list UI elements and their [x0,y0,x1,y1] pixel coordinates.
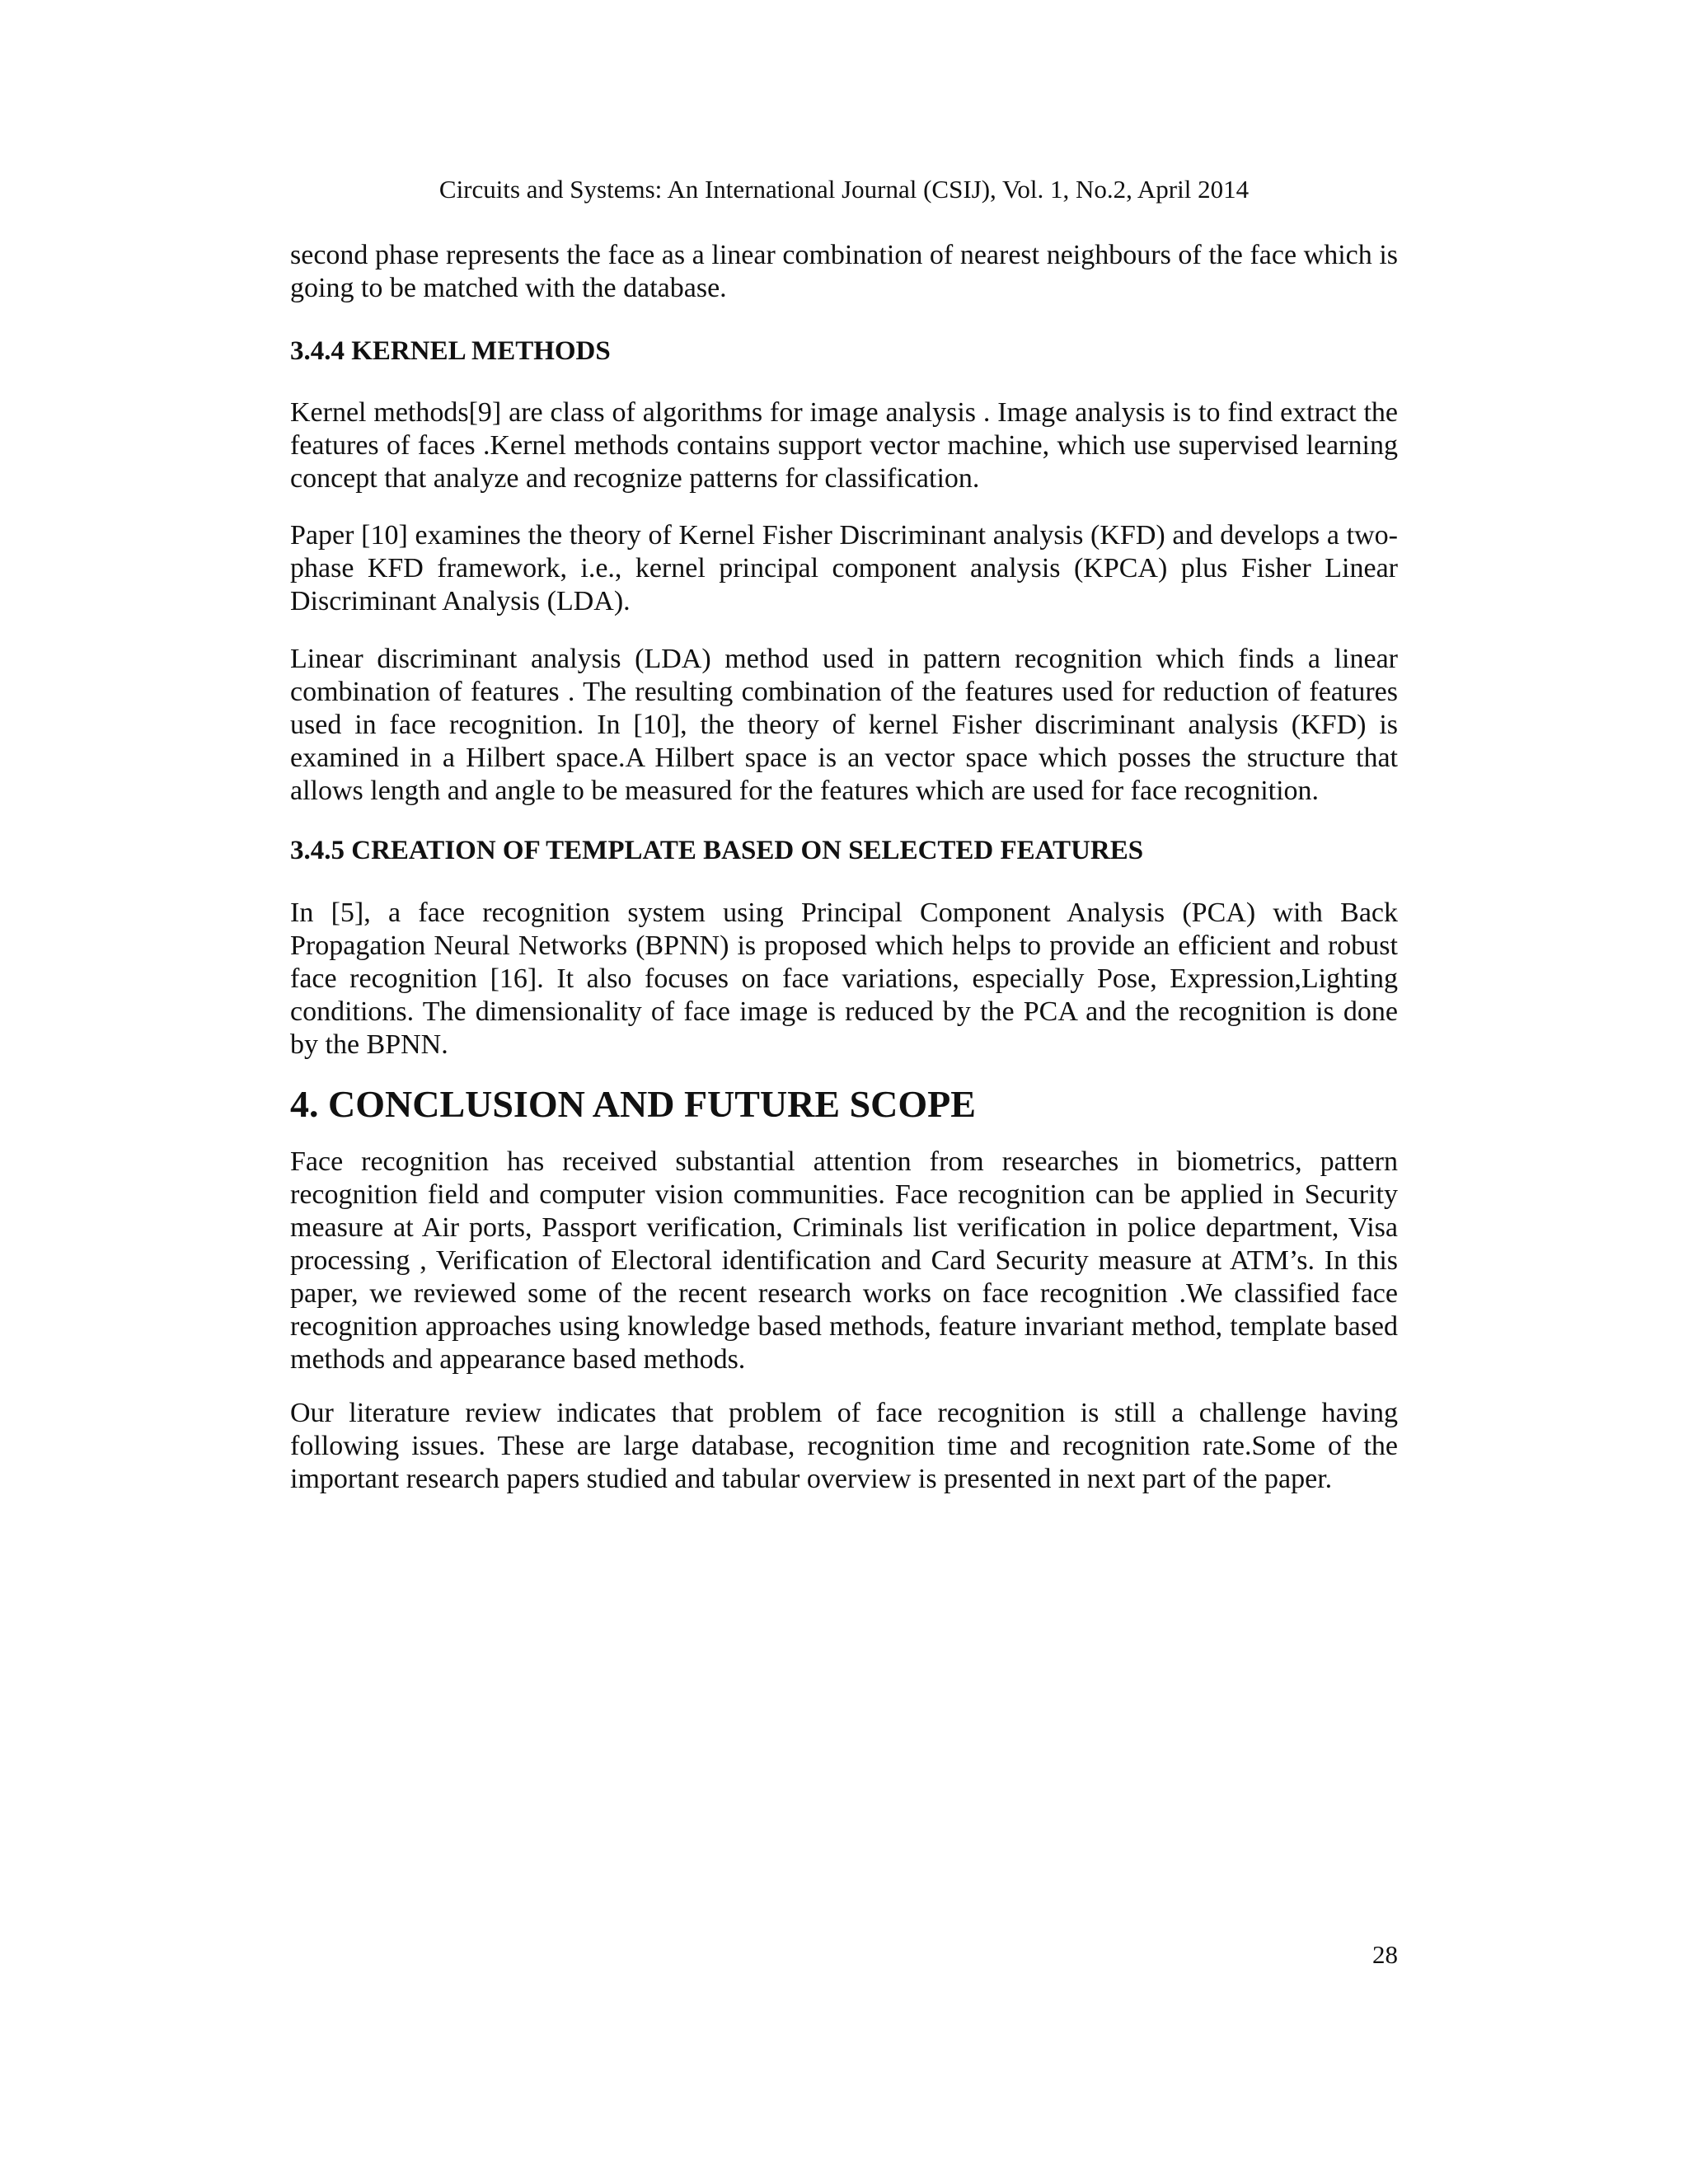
running-header: Circuits and Systems: An International Journal (CSIJ), Vol. 1, No.2, April 2014 [438,175,1250,204]
template-features-heading: 3.4.5 CREATION OF TEMPLATE BASED ON SELECTED FEATURES [290,836,1144,865]
conclusion-heading: 4. CONCLUSION AND FUTURE SCOPE [290,1083,976,1125]
kernel-methods-paragraph-2: Paper [10] examines the theory of Kernel Fisher Discriminant analysis (KFD) and develops a two-phase KFD framework, i.e., kernel principal component analysis (KPCA) plus Fisher Linear Discriminant Analysis (LDA). [290,520,1398,616]
conclusion-paragraph-2: Our literature review indicates that problem of face recognition is still a challenge having following issues. These are large database, recognition time and recognition rate.Some of the important research papers studied and tabular overview is presented in next part of the paper. [290,1398,1398,1494]
kernel-methods-heading: 3.4.4 KERNEL METHODS [290,336,611,366]
kernel-methods-paragraph-3: Linear discriminant analysis (LDA) method used in pattern recognition which finds a linear combination of features . The resulting combination of the features used for reduction of features used in face recognition. In [10], the theory of kernel Fisher discriminant analysis (KFD) is examined in a Hilbert space.A Hilbert space is an vector space which posses the structure that allows length and angle to be measured for the features which are used for face recognition. [290,644,1398,806]
kernel-methods-paragraph-1: Kernel methods[9] are class of algorithms for image analysis . Image analysis is to find extract the features of faces .Kernel methods contains support vector machine, which use supervised learning concept that analyze and recognize patterns for classification. [290,397,1398,494]
conclusion-paragraph-1: Face recognition has received substantial attention from researches in biometrics, pattern recognition field and computer vision communities. Face recognition can be applied in Security measure at Air ports, Passport verification, Criminals list verification in police department, Visa processing , Verification of Electoral identification and Card Security measure at ATM’s. In this paper, we reviewed some of the recent research works on face recognition .We classified face recognition approaches using knowledge based methods, feature invariant method, template based methods and appearance based methods. [290,1146,1398,1375]
intro-continuation-paragraph: second phase represents the face as a linear combination of nearest neighbours of the face which is going to be matched with the database. [290,240,1398,303]
page-number: 28 [1372,1940,1398,1969]
template-features-paragraph: In [5], a face recognition system using Principal Component Analysis (PCA) with Back Propagation Neural Networks (BPNN) is proposed which helps to provide an efficient and robust face recognition [16]. It also focuses on face variations, especially Pose, Expression,Lighting conditions. The dimensionality of face image is reduced by the PCA and the recognition is done by the BPNN. [290,898,1398,1060]
